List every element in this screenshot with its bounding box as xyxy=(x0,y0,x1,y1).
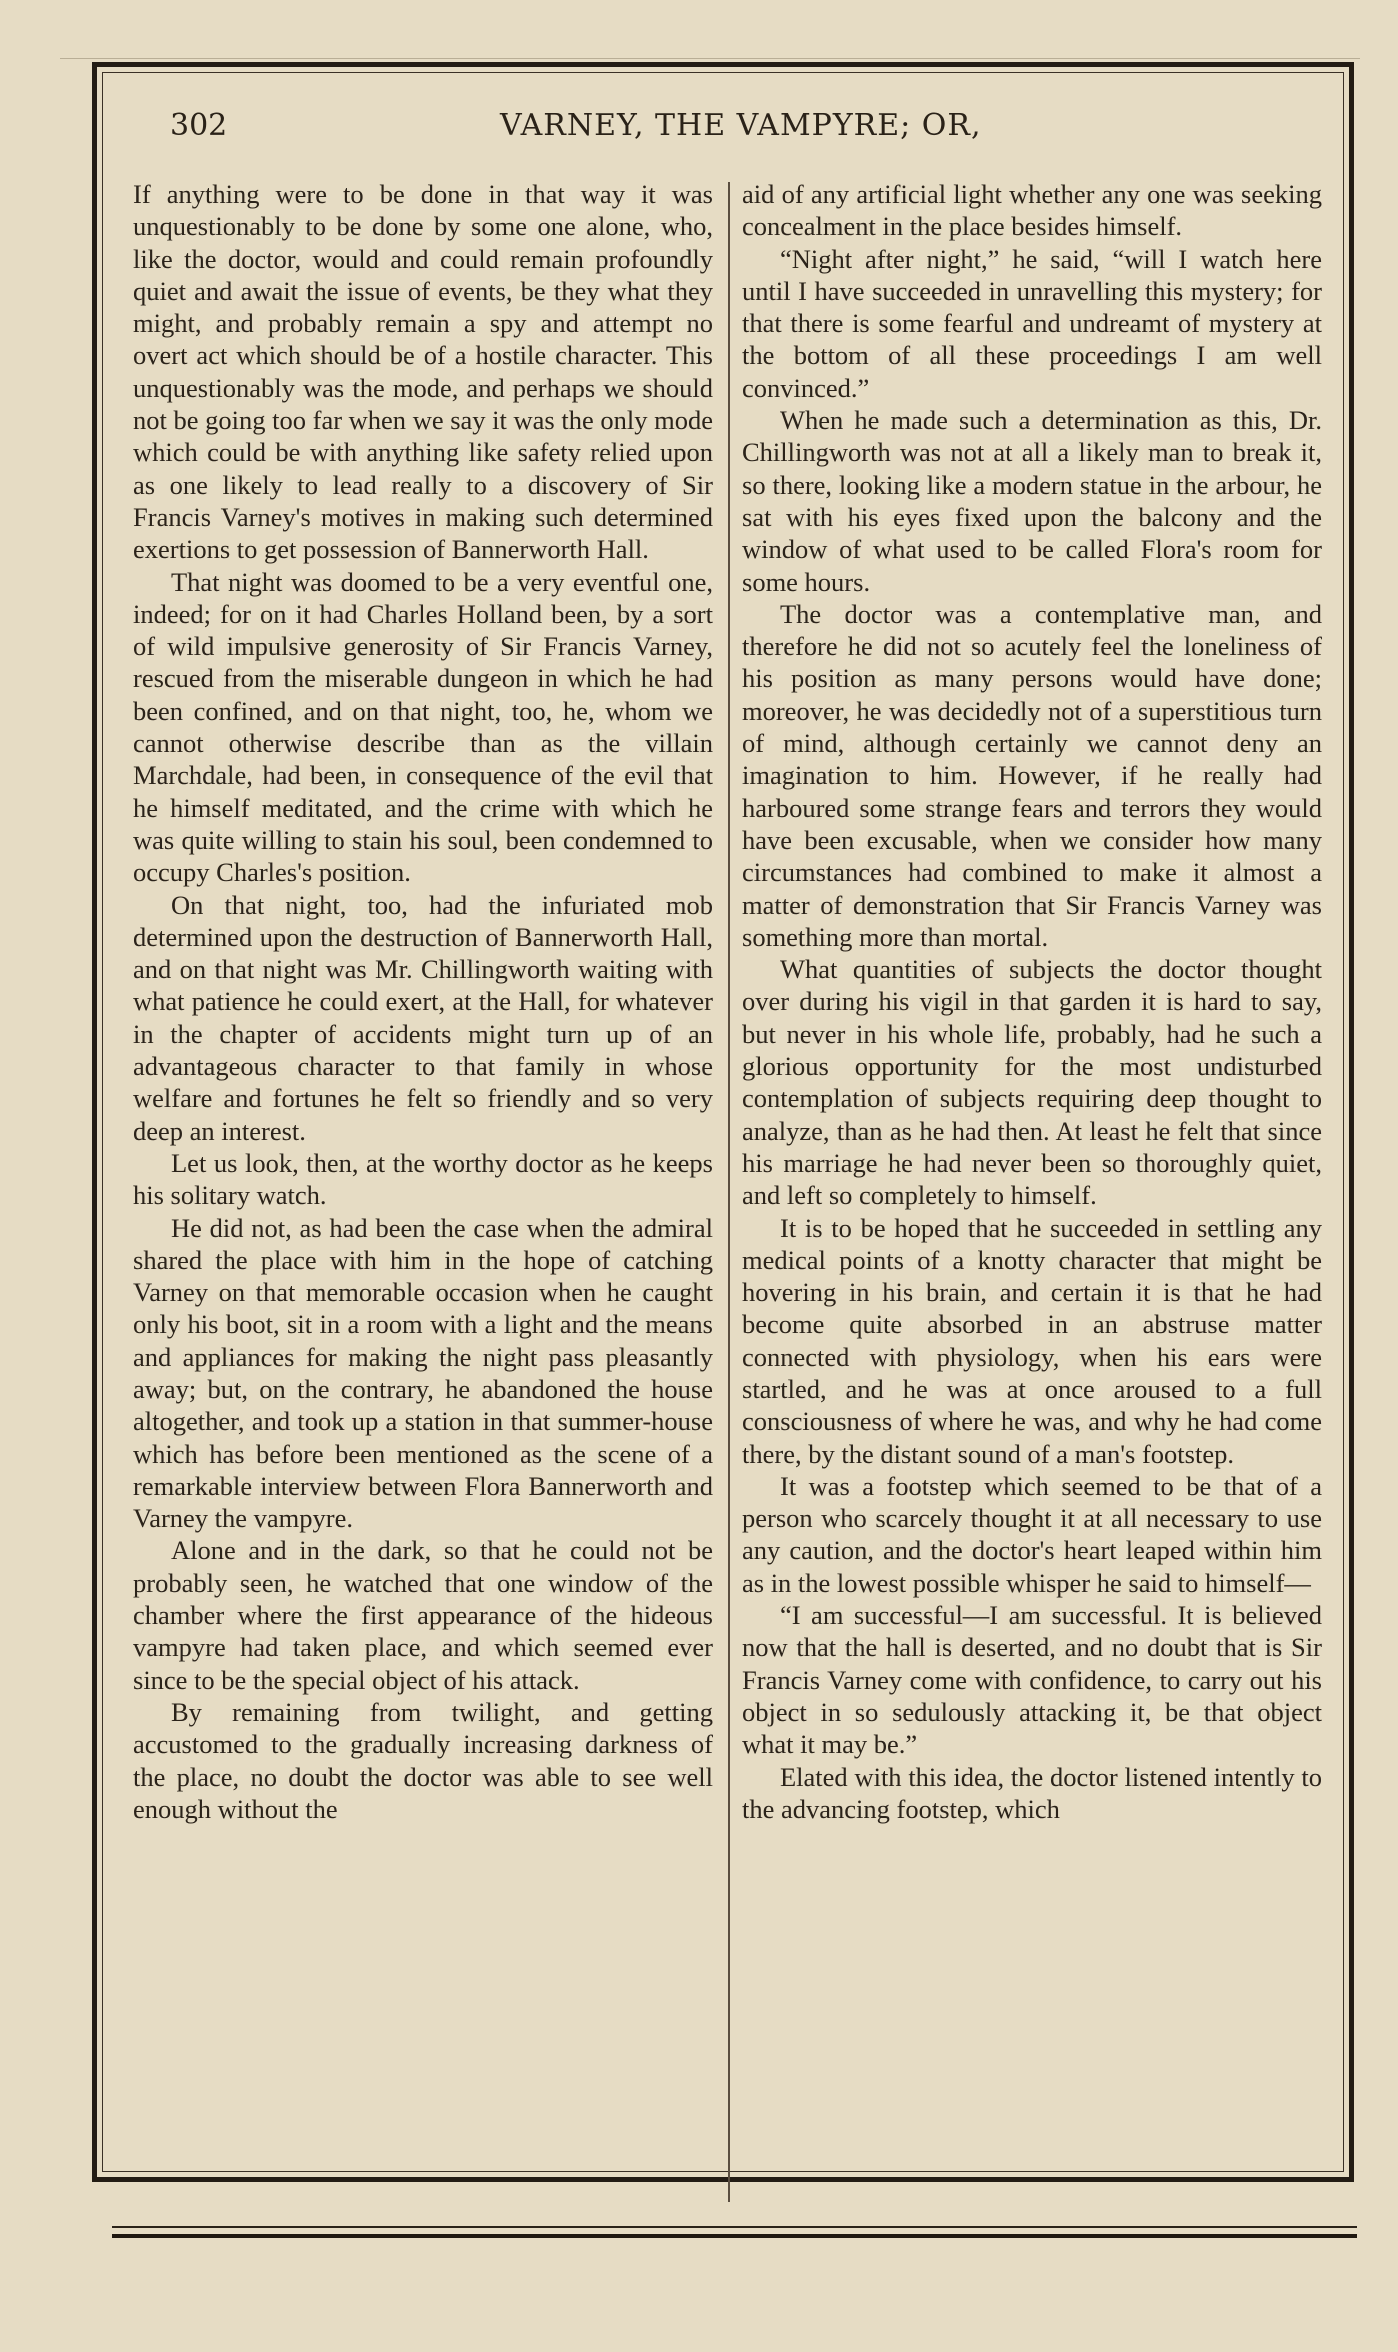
paragraph: Elated with this idea, the doctor listened intently to the advancing footstep, which xyxy=(742,1761,1322,1824)
paragraph: On that night, too, had the infuriated mob determined upon the destruction of Bannerworth Hall, and on that night was Mr. Chillingworth waiting with what patience he could exert, at the Hall, for whatever in the chapter of accidents might turn up of an advantageous character to that family in whose welfare and fortunes he felt so friendly and so very deep an interest. xyxy=(133,889,713,1146)
paragraph: “Night after night,” he said, “will I watch here until I have succeeded in unravelling this mystery; for that there is some fearful and undreamt of mystery at the bottom of all these proceedings I am well convinced.” xyxy=(742,243,1322,403)
paragraph: aid of any artificial light whether any one was seeking concealment in the place besides himself. xyxy=(742,179,1322,242)
paragraph: If anything were to be done in that way it was unquestionably to be done by some one alone, who, like the doctor, would and could remain profoundly quiet and await the issue of events, be they what they might, and probably remain a spy and attempt no overt act which should be of a hostile character. This unquestionably was the mode, and perhaps we should not be going too far when we say it was the only mode which could be with anything like safety relied upon as one likely to lead really to a discovery of Sir Francis Varney's motives in making such determined exertions to get possession of Bannerworth Hall. xyxy=(133,179,713,565)
left-column xyxy=(133,178,713,1825)
paragraph: He did not, as had been the case when the admiral shared the place with him in the hope of catching Varney on that memorable occasion when he caught only his boot, sit in a room with a light and the means and appliances for making the night pass pleasantly away; but, on the contrary, he abandoned the house altogether, and took up a station in that summer-house which has before been mentioned as the scene of a remarkable interview between Flora Bannerworth and Varney the vampyre. xyxy=(133,1212,713,1534)
bottom-rule xyxy=(112,2226,1357,2228)
paragraph: That night was doomed to be a very eventful one, indeed; for on it had Charles Holland been, by a sort of wild impulsive generosity of Sir Francis Varney, rescued from the miserable dungeon in which he had been confined, and on that night, too, he, whom we cannot otherwise describe than as the villain Marchdale, had been, in consequence of the evil that he himself meditated, and the crime with which he was quite willing to stain his soul, been condemned to occupy Charles's position. xyxy=(133,566,713,888)
page-edge xyxy=(60,58,1360,59)
running-title: VARNEY, THE VAMPYRE; OR, xyxy=(500,108,982,143)
running-head xyxy=(110,100,1340,160)
column-rule xyxy=(728,182,730,2202)
paragraph: By remaining from twilight, and getting accustomed to the gradually increasing darkness of the place, no doubt the doctor was able to see well enough without the xyxy=(133,1696,713,1824)
right-column xyxy=(742,178,1322,1825)
paragraph: Alone and in the dark, so that he could not be probably seen, he watched that one window of the chamber where the first appearance of the hideous vampyre had taken place, and which seemed ever since to be the special object of his attack. xyxy=(133,1535,713,1695)
bottom-rule xyxy=(112,2234,1357,2238)
paragraph: “I am successful—I am successful. It is believed now that the hall is deserted, and no doubt that is Sir Francis Varney come with confidence, to carry out his object in so sedulously attacking it, be that object what it may be.” xyxy=(742,1600,1322,1760)
paragraph: When he made such a determination as this, Dr. Chillingworth was not at all a likely man to break it, so there, looking like a modern statue in the arbour, he sat with his eyes fixed upon the balcony and the window of what used to be called Flora's room for some hours. xyxy=(742,405,1322,597)
paragraph: The doctor was a contemplative man, and therefore he did not so acutely feel the loneliness of his position as many persons would have done; moreover, he was decidedly not of a superstitious turn of mind, although certainly we cannot deny an imagination to him. However, if he really had harboured some strange fears and terrors they would have been excusable, when we consider how many circumstances had combined to make it almost a matter of demonstration that Sir Francis Varney was something more than mortal. xyxy=(742,598,1322,952)
paragraph: It was a footstep which seemed to be that of a person who scarcely thought it at all necessary to use any caution, and the doctor's heart leaped within him as in the lowest possible whisper he said to himself— xyxy=(742,1470,1322,1598)
paragraph: Let us look, then, at the worthy doctor as he keeps his solitary watch. xyxy=(133,1147,713,1211)
page-number: 302 xyxy=(170,108,228,143)
paragraph: What quantities of subjects the doctor thought over during his vigil in that garden it is hard to say, but never in his whole life, probably, had he such a glorious opportunity for the most undisturbed contemplation of subjects requiring deep thought to analyze, than as he had then. At least he felt that since his marriage he had never been so thoroughly quiet, and left so completely to himself. xyxy=(742,954,1322,1211)
paragraph: It is to be hoped that he succeeded in settling any medical points of a knotty character that might be hovering in his brain, and certain it is that he had become quite absorbed in an abstruse matter connected with physiology, when his ears were startled, and he was at once aroused to a full consciousness of where he was, and why he had come there, by the distant sound of a man's footstep. xyxy=(742,1212,1322,1469)
